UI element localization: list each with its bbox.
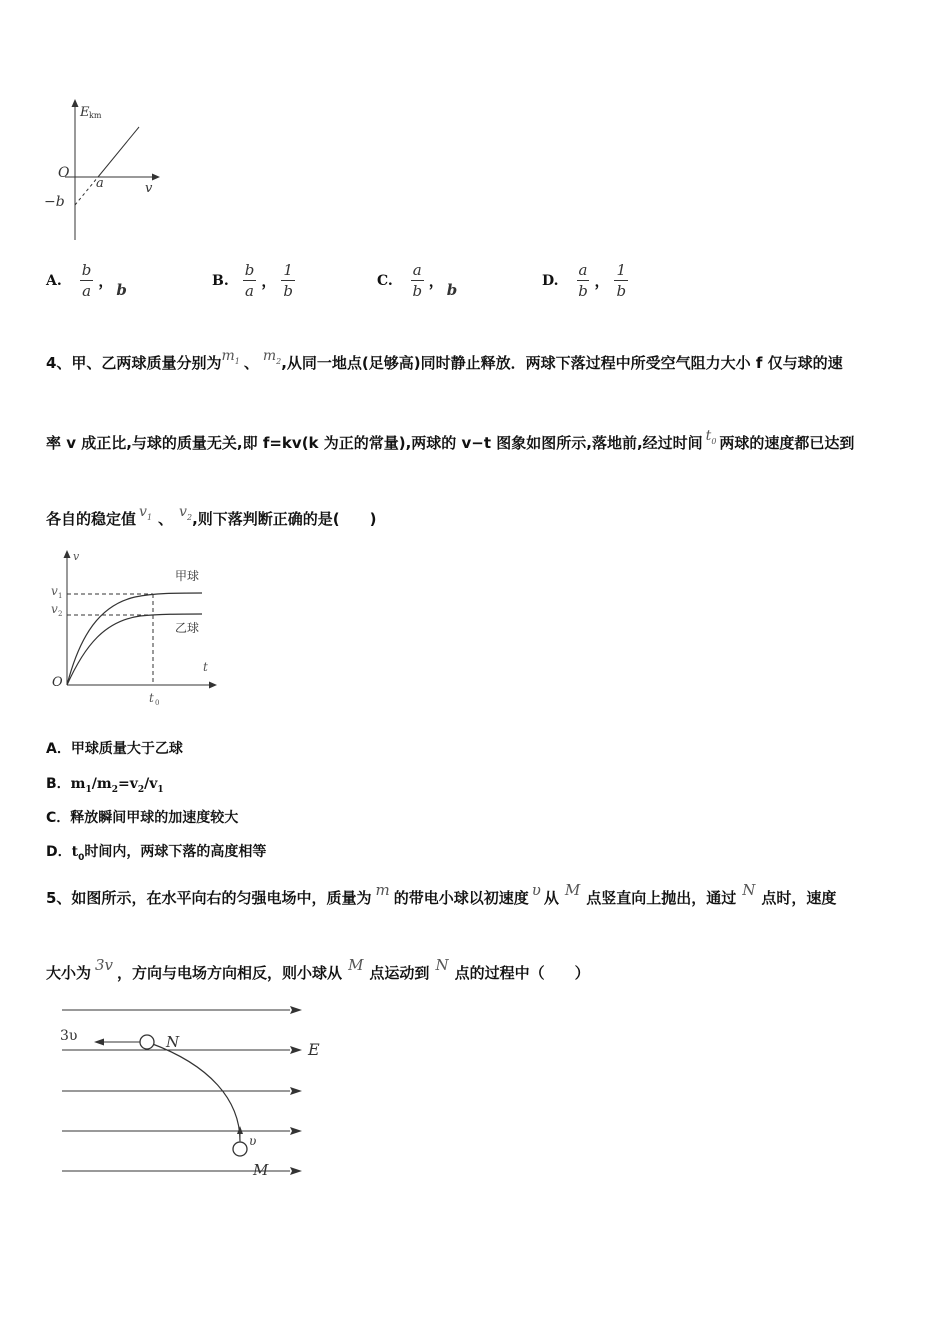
velocity-v-arrow	[237, 1126, 243, 1134]
dashed-line	[75, 177, 98, 205]
electric-field-figure	[50, 995, 340, 1185]
t0-label: t	[149, 691, 154, 705]
x-axis-arrow	[209, 682, 217, 689]
q4-option-c[interactable]: C．释放瞬间甲球的加速度较大	[46, 810, 239, 826]
y-intercept-label: −b	[44, 194, 65, 210]
q3-option-a[interactable]: A. $\frac{b}{a}$ ， b	[46, 261, 127, 300]
q4-line-3: 各自的稳定值 $v_1$ 、 $v_2$,则下落判断正确的是( )	[46, 504, 377, 528]
label-E: E	[308, 1040, 320, 1059]
label-N: N	[166, 1033, 180, 1051]
x-axis-label: v	[145, 181, 153, 196]
y-label-sub: km	[89, 111, 102, 120]
fraction: $\frac{b}{a}$	[244, 261, 255, 300]
t0-sub: 0	[155, 699, 160, 707]
arrowhead	[290, 1006, 302, 1014]
q3-option-b[interactable]: B. $\frac{b}{a}$ ， $\frac{1}{b}$	[212, 261, 293, 300]
y-axis-arrow	[64, 550, 71, 558]
label-M: M	[253, 1161, 269, 1179]
solid-line	[98, 127, 139, 177]
q4-line-2: 率 v 成正比,与球的质量无关,即 f=kv(k 为正的常量),两球的 v−t 图象如图所示,落地前,经过时间 $t_0$ 两球的速度都已达到	[46, 428, 855, 452]
ball-M	[233, 1142, 247, 1156]
v1-sub: 1	[58, 592, 63, 600]
arrowhead	[290, 1127, 302, 1135]
q3-option-d[interactable]: D. $\frac{a}{b}$ ， $\frac{1}{b}$	[542, 261, 627, 300]
fraction: $\frac{a}{b}$	[578, 261, 588, 300]
curve-jia-label: 甲球	[175, 569, 200, 583]
trajectory	[150, 1043, 240, 1141]
y-label: v	[73, 550, 80, 563]
q5-line-2: 大小为 3v ，方向与电场方向相反，则小球从 M 点运动到 N 点的过程中（ ）	[46, 956, 590, 982]
fraction: $\frac{a}{b}$	[412, 261, 423, 300]
field-arrowheads	[290, 1006, 302, 1175]
label-3v: 3υ	[60, 1028, 78, 1044]
vt-graph	[40, 545, 230, 710]
velocity-3v-arrow	[94, 1039, 104, 1046]
origin-label: O	[58, 165, 70, 181]
curve-yi-label: 乙球	[175, 621, 200, 635]
arrowhead	[290, 1167, 302, 1175]
curve-jia	[67, 593, 202, 685]
q4-line-1: 4、甲、乙两球质量分别为$m_1$ 、 $m_2$,从同一地点(足够高)同时静止释放．两球下落过程中所受空气阻力大小 f 仅与球的速	[46, 348, 843, 372]
ball-N	[140, 1035, 154, 1049]
v2-sub: 2	[58, 610, 63, 618]
ekm-graph	[40, 95, 180, 245]
q4-option-b[interactable]: B．$m_1/m_2=v_2/v_1$	[46, 776, 164, 795]
q3-option-c[interactable]: C. $\frac{a}{b}$ ， b	[377, 261, 458, 300]
q5-line-1: 5、如图所示，在水平向右的匀强电场中，质量为 m 的带电小球以初速度 υ 从 M 点竖直向上抛出，通过 N 点时，速度	[46, 881, 837, 907]
arrowhead	[290, 1046, 302, 1054]
t-label: t	[203, 660, 208, 674]
q4-option-a[interactable]: A．甲球质量大于乙球	[46, 741, 183, 757]
y-label: E	[80, 105, 90, 120]
fraction: $\frac{b}{a}$	[81, 261, 92, 300]
origin-label: O	[52, 675, 63, 690]
fraction: $\frac{1}{b}$	[283, 261, 293, 300]
v2-label: v	[51, 602, 58, 616]
v1-label: v	[51, 584, 58, 598]
q4-option-d[interactable]: D．$t_0$时间内，两球下落的高度相等	[46, 844, 267, 863]
x-intercept-label: a	[96, 176, 104, 191]
arrowhead	[290, 1087, 302, 1095]
label-v: υ	[249, 1134, 257, 1148]
fraction: $\frac{1}{b}$	[616, 261, 627, 300]
y-axis-arrow	[72, 99, 79, 107]
x-axis-arrow	[152, 174, 160, 181]
